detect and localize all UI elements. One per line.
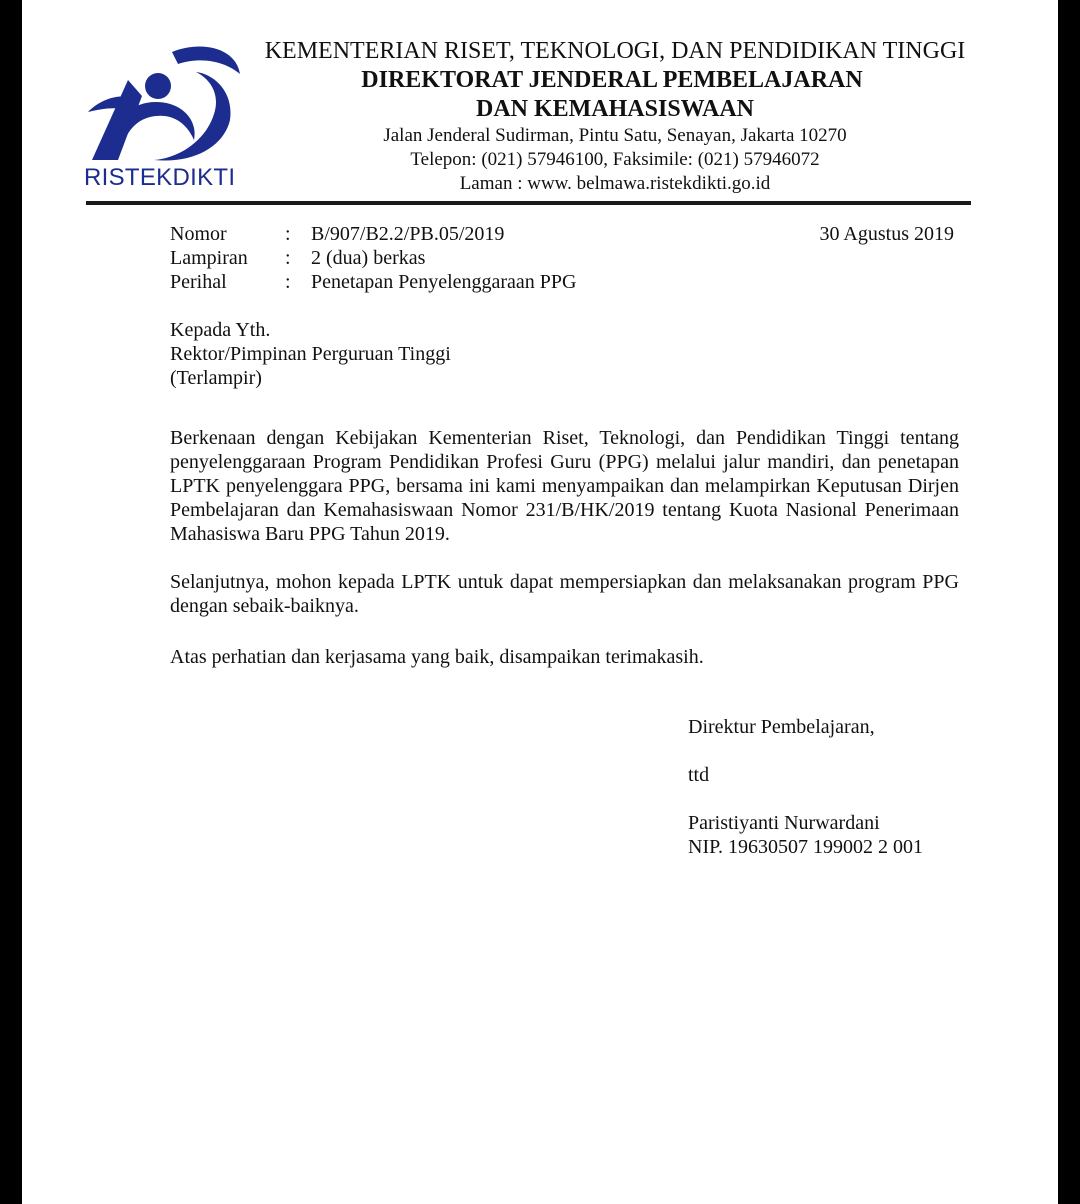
body-paragraph-3: Atas perhatian dan kerjasama yang baik, disampaikan terimakasih. [170,646,704,668]
body-paragraph-1: Berkenaan dengan Kebijakan Kementerian Riset, Teknologi, dan Pendidikan Tinggi tentang penyelenggaraan Program Pendidikan Profesi Guru (PPG) melalui jalur mandiri, dan penetapan LPTK penyelenggara PPG, bersama ini kami menyampaikan dan melampirkan Keputusan Dirjen Pembelajaran dan Kemahasiswaan Nomor 231/B/HK/2019 tentang Kuota Nasional Penerimaan Mahasiswa Baru PPG Tahun 2019. [170,427,959,545]
signature-mark: ttd [688,764,710,786]
letter-date: 30 Agustus 2019 [819,223,954,245]
meta-label: Nomor [170,223,227,245]
addressee-salutation: Kepada Yth. [170,319,271,341]
letterhead [252,36,978,196]
meta-separator: : [285,223,291,245]
ristekdikti-logo [84,40,244,190]
letter-page [22,0,1058,1204]
meta-separator: : [285,247,291,269]
meta-label: Perihal [170,271,227,293]
signature-title: Direktur Pembelajaran, [688,716,875,738]
directorate-name-line1: DIREKTORAT JENDERAL PEMBELAJARAN [361,67,863,93]
ristekdikti-emblem-icon [84,40,244,164]
signatory-nip: NIP. 19630507 199002 2 001 [688,836,924,858]
meta-row-perihal [170,270,576,294]
body-paragraph-2: Selanjutnya, mohon kepada LPTK untuk dapat mempersiapkan dan melaksanakan program PPG dengan sebaik-baiknya. [170,571,959,617]
meta-value: 2 (dua) berkas [311,247,426,269]
ministry-name: KEMENTERIAN RISET, TEKNOLOGI, DAN PENDIDIKAN TINGGI [264,38,966,64]
addressee-recipient: Rektor/Pimpinan Perguruan Tinggi [170,343,451,365]
meta-value: Penetapan Penyelenggaraan PPG [311,271,577,293]
directorate-name-line2: DAN KEMAHASISWAAN [475,96,755,122]
addressee-note: (Terlampir) [170,367,262,389]
meta-label: Lampiran [170,247,248,269]
addressee-block [170,318,451,390]
letter-meta [170,222,576,294]
meta-row-lampiran [170,246,576,270]
letterhead-divider [86,201,971,205]
meta-row-nomor [170,222,576,246]
meta-separator: : [285,271,291,293]
office-phone: Telepon: (021) 57946100, Faksimile: (021) 57946072 [410,149,820,170]
logo-wordmark: RISTEKDIKTI [84,164,236,191]
office-address: Jalan Jenderal Sudirman, Pintu Satu, Senayan, Jakarta 10270 [383,125,847,146]
signatory-name: Paristiyanti Nurwardani [688,812,880,834]
meta-value: B/907/B2.2/PB.05/2019 [311,223,505,245]
office-website: Laman : www. belmawa.ristekdikti.go.id [459,173,771,194]
